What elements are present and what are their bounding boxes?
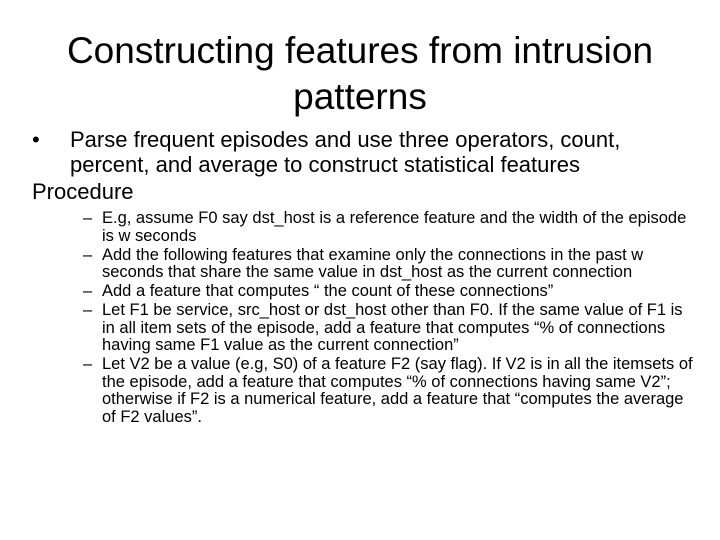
dash-mark: – — [83, 355, 93, 373]
bullet-item — [32, 127, 692, 177]
sub-item-text: Let V2 be a value (e.g, S0) of a feature F2 (say flag). If V2 is in all the itemsets of the episode, add a feature that computes “% of connections having same V2”; otherwise if F2 is a numerical feature, add a feature that “computes the average of F2 values”. — [102, 355, 693, 426]
sub-item-text: Add a feature that computes “ the count of these connections” — [102, 282, 554, 300]
sub-list-item — [83, 283, 693, 301]
dash-mark: – — [83, 245, 93, 264]
sub-list-item — [83, 356, 693, 426]
procedure-heading: Procedure — [32, 179, 134, 204]
sub-list-item — [83, 247, 693, 282]
sub-list-item — [83, 210, 693, 245]
sub-item-text: E.g, assume F0 say dst_host is a reference feature and the width of the episode is w seconds — [102, 209, 687, 245]
dash-mark: – — [83, 282, 93, 300]
sub-item-text: Add the following features that examine only the connections in the past w seconds that share the same value in dst_host as the current connection — [102, 245, 644, 281]
procedure-sub-list — [83, 210, 693, 428]
dash-mark: – — [83, 301, 93, 319]
slide-title: Constructing features from intrusion patterns — [66, 30, 654, 117]
sub-item-text: Let F1 be service, src_host or dst_host other than F0. If the same value of F1 is in all item sets of the episode, add a feature that computes “% of connections having same F1 value as the current connection” — [102, 301, 683, 354]
bullet-mark: • — [32, 127, 40, 152]
dash-mark: – — [83, 209, 93, 227]
bullet-text: Parse frequent episodes and use three operators, count, percent, and average to construct statistical features — [70, 127, 621, 177]
sub-list-item — [83, 302, 693, 355]
